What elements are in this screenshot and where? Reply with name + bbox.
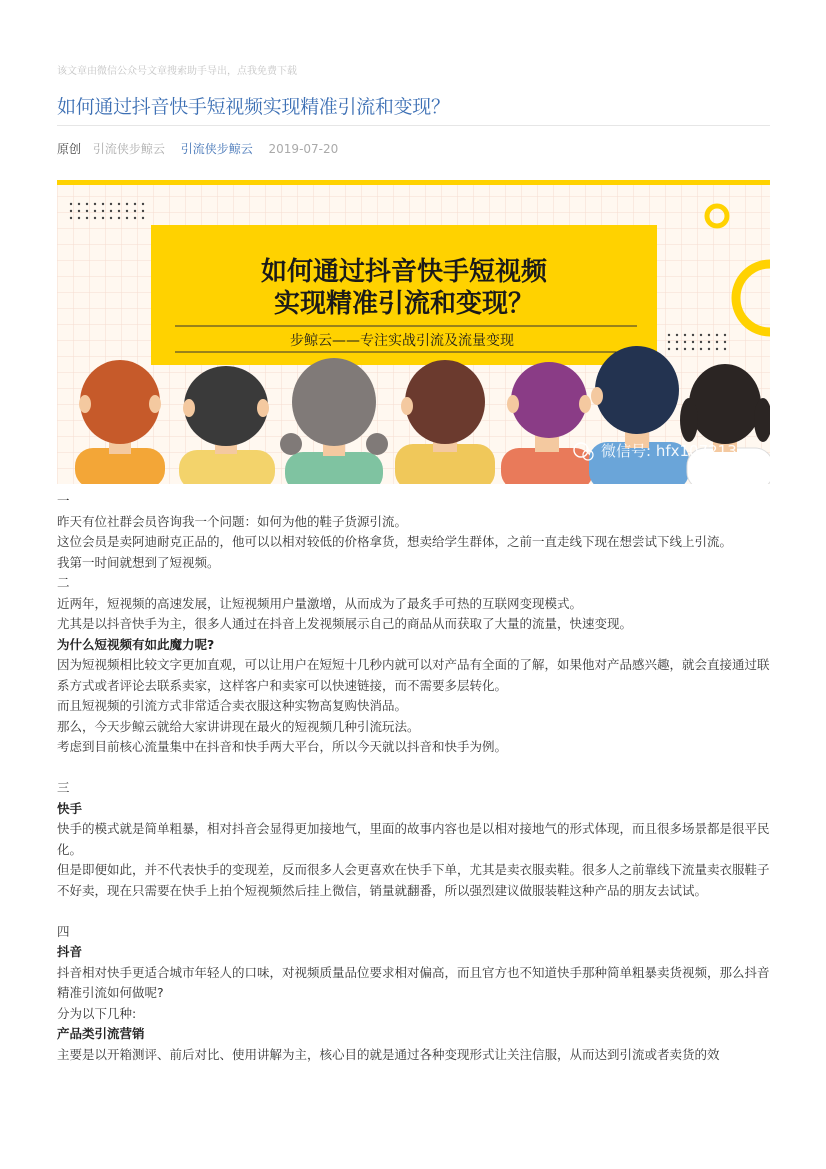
paragraph: 分为以下几种: [57, 1005, 137, 1021]
article-body [57, 491, 770, 1065]
account-link[interactable]: 引流侠步鲸云 [180, 142, 253, 156]
paragraph: 而且短视频的引流方式非常适合卖衣服这种实物高复购快消品。 [57, 698, 408, 713]
subheading: 快手 [57, 800, 83, 816]
subheading: 为什么短视频有如此魔力呢? [57, 636, 215, 652]
title-divider [57, 125, 770, 126]
top-yellow-bar [57, 180, 770, 185]
original-label: 原创 [57, 142, 82, 156]
paragraph: 这位会员是卖阿迪耐克正品的，他可以以相对较低的价格拿货，想卖给学生群体，之前一直走线下现在想尝试下线上引流。 [57, 534, 733, 549]
publish-date: 2019-07-20 [268, 142, 339, 156]
banner-headline-1: 如何通过抖音快手短视频 [260, 257, 548, 287]
article-meta [57, 140, 350, 157]
cover-banner [57, 180, 770, 484]
paragraph: 因为短视频相比较文字更加直观，可以让用户在短短十几秒内就可以对产品有全面的了解，如果他对产品感兴趣，就会直接通过联系方式或者评论去联系卖家，这样客户和卖家可以快速链接，而不需要多层转化。 [57, 657, 770, 693]
section-number-2: 二 [57, 575, 70, 590]
paragraph: 快手的模式就是简单粗暴，相对抖音会显得更加接地气，里面的故事内容也是以相对接地气的形式体现，而且很多场景都是很平民化。 [57, 821, 770, 857]
export-notice-link[interactable]: 该文章由微信公众号文章搜索助手导出，点我免费下载 [57, 66, 297, 77]
paragraph: 考虑到目前核心流量集中在抖音和快手两大平台，所以今天就以抖音和快手为例。 [57, 739, 508, 754]
paragraph: 但是即便如此，并不代表快手的变现差，反而很多人会更喜欢在快手下单，尤其是卖衣服卖鞋。很多人之前靠线下流量卖衣服鞋子不好卖，现在只需要在快手上拍个短视频然后挂上微信，销量就翻番，所以强烈建议做服装鞋这种产品的朋友去试试。 [57, 862, 770, 898]
kid-figure-2 [179, 366, 275, 484]
subheading: 抖音 [57, 944, 83, 959]
author-name: 引流侠步鲸云 [92, 142, 165, 156]
paragraph: 近两年，短视频的高速发展，让短视频用户量激增，从而成为了最炙手可热的互联网变现模式。 [57, 595, 583, 611]
paragraph: 那么，今天步鲸云就给大家讲讲现在最火的短视频几种引流玩法。 [57, 718, 420, 734]
banner-subtitle: 步鲸云——专注实战引流及流量变现 [290, 333, 514, 349]
section-number-1: 一 [57, 493, 70, 508]
paragraph: 昨天有位社群会员咨询我一个问题：如何为他的鞋子货源引流。 [57, 513, 408, 529]
article-title: 如何通过抖音快手短视频实现精准引流和变现？ [57, 96, 450, 118]
section-number-4: 四 [57, 923, 70, 939]
spacer [57, 901, 770, 922]
kid-figure-1 [75, 360, 165, 484]
paragraph: 尤其是以抖音快手为主，很多人通过在抖音上发视频展示自己的商品从而获取了大量的流量，快速变现。 [57, 616, 633, 631]
paragraph: 抖音相对快手更适合城市年轻人的口味，对视频质量品位要求相对偏高，而且官方也不知道快手那种简单粗暴卖货视频，那么抖音精准引流如何做呢? [57, 964, 770, 1000]
subheading: 产品类引流营销 [57, 1026, 145, 1041]
paragraph: 我第一时间就想到了短视频。 [57, 554, 220, 570]
section-number-3: 三 [57, 780, 70, 795]
paragraph: 主要是以开箱测评、前后对比、使用讲解为主，核心目的就是通过各种变现形式让关注信服，从而达到引流或者卖货的效 [57, 1046, 720, 1062]
watermark-text: 微信号: hfx107213 [601, 442, 737, 460]
banner-headline-2: 实现精准引流和变现？ [273, 289, 535, 319]
spacer [57, 758, 770, 779]
